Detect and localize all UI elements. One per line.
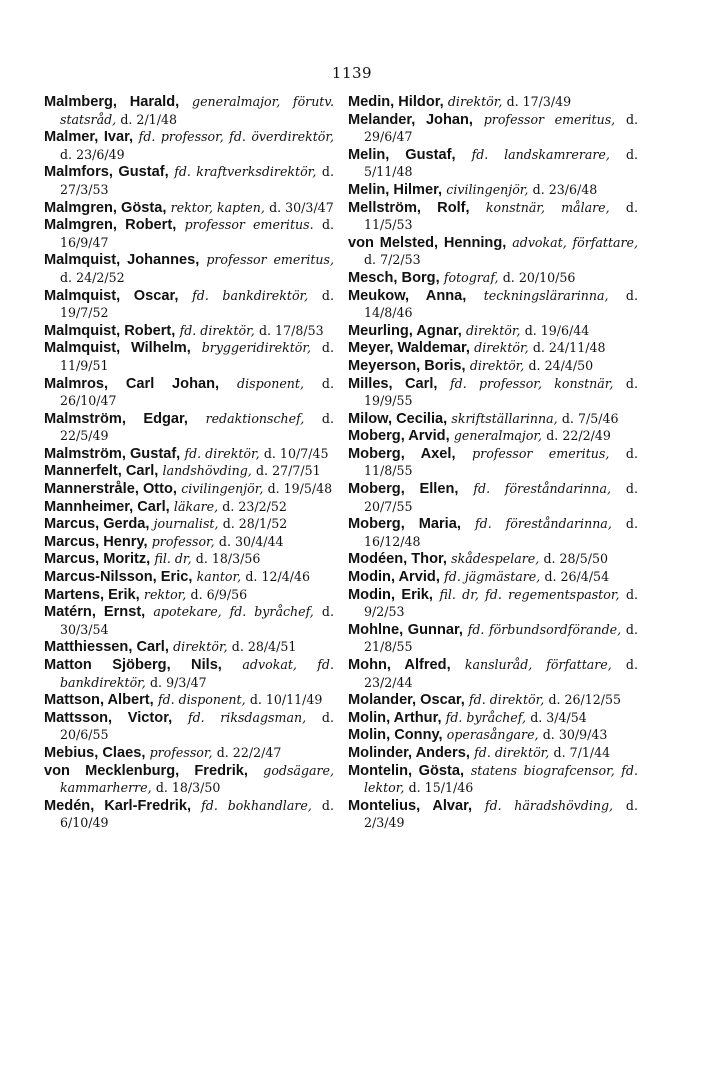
entry-death-date: d. 19/5/48 bbox=[267, 481, 333, 497]
entry-death-date: d. 2/3/49 bbox=[364, 797, 638, 831]
register-entry bbox=[44, 763, 334, 798]
register-entry bbox=[44, 604, 334, 639]
entry-name: Malmros, Carl Johan, bbox=[44, 375, 220, 392]
entry-death-date: d. 6/10/49 bbox=[60, 797, 334, 831]
entry-title: operasångare, bbox=[446, 727, 539, 743]
entry-title: advokat, fd. bankdirektör, bbox=[60, 657, 334, 690]
register-entry bbox=[44, 798, 334, 833]
entry-name: Montelius, Alvar, bbox=[348, 797, 473, 814]
register-entry bbox=[44, 288, 334, 323]
register-entry bbox=[348, 745, 638, 763]
entry-death-date: d. 19/9/55 bbox=[364, 375, 638, 409]
entry-death-date: d. 11/8/55 bbox=[364, 445, 638, 479]
entry-name: Moberg, Ellen, bbox=[348, 481, 459, 498]
register-entry bbox=[348, 622, 638, 657]
entry-death-date: d. 9/2/53 bbox=[364, 586, 639, 620]
entry-death-date: d. 24/4/50 bbox=[528, 357, 594, 373]
register-entry bbox=[44, 569, 334, 587]
entry-title: direktör, bbox=[447, 94, 503, 109]
register-entry bbox=[348, 710, 638, 728]
entry-title: professor emeritus, bbox=[472, 445, 610, 461]
register-entry bbox=[44, 710, 334, 745]
entry-title: generalmajor, bbox=[453, 428, 543, 444]
register-entry bbox=[348, 200, 638, 235]
entry-death-date: d. 15/1/46 bbox=[408, 780, 474, 796]
entry-name: Meurling, Agnar, bbox=[348, 322, 462, 339]
entry-death-date: d. 22/2/47 bbox=[216, 744, 282, 760]
entry-name: Molander, Oscar, bbox=[348, 692, 465, 709]
entry-title: fd. bokhandlare, bbox=[201, 797, 312, 813]
entry-name: Marcus, Moritz, bbox=[44, 551, 151, 568]
entry-name: Montelin, Gösta, bbox=[348, 762, 465, 779]
entry-name: Martens, Erik, bbox=[44, 586, 140, 603]
register-entry bbox=[348, 551, 638, 569]
entry-death-date: d. 9/3/47 bbox=[150, 674, 207, 690]
entry-death-date: d. 7/5/46 bbox=[561, 410, 619, 426]
entry-name: Malmquist, Robert, bbox=[44, 322, 176, 339]
entry-name: Mellström, Rolf, bbox=[348, 199, 470, 216]
register-entry bbox=[348, 288, 638, 323]
entry-death-date: d. 30/9/43 bbox=[542, 727, 608, 743]
entry-death-date: d. 17/8/53 bbox=[258, 322, 324, 338]
register-entry bbox=[44, 463, 334, 481]
register-entry bbox=[348, 411, 638, 429]
entry-name: Malmquist, Wilhelm, bbox=[44, 340, 191, 357]
entry-name: Malmström, Edgar, bbox=[44, 410, 188, 427]
entry-name: Mattsson, Victor, bbox=[44, 709, 173, 726]
entry-death-date: d. 19/7/52 bbox=[60, 287, 334, 321]
entry-title: bryggeridirektör, bbox=[201, 340, 312, 356]
register-entry bbox=[348, 376, 638, 411]
right-column bbox=[348, 94, 638, 833]
entry-title: teckningslärarinna, bbox=[483, 287, 609, 303]
entry-name: Medin, Hildor, bbox=[348, 94, 444, 110]
entry-death-date: d. 26/4/54 bbox=[544, 569, 610, 585]
entry-title: läkare, bbox=[173, 498, 219, 514]
entry-name: Marcus, Gerda, bbox=[44, 516, 150, 533]
entry-name: Melin, Gustaf, bbox=[348, 146, 456, 163]
register-entry bbox=[44, 745, 334, 763]
entry-name: Matton Sjöberg, Nils, bbox=[44, 657, 222, 673]
entry-death-date: d. 22/5/49 bbox=[60, 410, 334, 444]
register-entry bbox=[44, 217, 334, 252]
entry-title: fd. professor, fd. överdirektör, bbox=[138, 129, 334, 145]
entry-death-date: d. 20/10/56 bbox=[502, 269, 576, 285]
entry-death-date: d. 10/11/49 bbox=[249, 692, 323, 708]
entry-death-date: d. 3/4/54 bbox=[530, 709, 587, 725]
register-entry bbox=[44, 376, 334, 411]
register-entry bbox=[348, 94, 638, 112]
entry-name: Matthiessen, Carl, bbox=[44, 639, 169, 656]
entry-title: direktör, bbox=[466, 322, 521, 338]
entry-name: Mebius, Claes, bbox=[44, 744, 146, 761]
entry-name: Malmer, Ivar, bbox=[44, 129, 134, 146]
entry-title: professor, bbox=[151, 533, 215, 549]
entry-name: Mannheimer, Carl, bbox=[44, 498, 170, 515]
register-entry bbox=[348, 340, 638, 358]
entry-title: fd. landskamrerare, bbox=[471, 146, 610, 162]
entry-name: Mohn, Alfred, bbox=[348, 657, 451, 673]
entry-death-date: d. 23/6/49 bbox=[60, 146, 125, 162]
entry-title: fd. direktör, bbox=[179, 322, 255, 338]
entry-death-date: d. 26/12/55 bbox=[548, 692, 622, 708]
register-entry bbox=[348, 323, 638, 341]
entry-name: Malmquist, Johannes, bbox=[44, 252, 200, 269]
entry-death-date: d. 16/12/48 bbox=[364, 516, 638, 549]
entry-title: fil. dr, bbox=[154, 551, 192, 567]
entry-death-date: d. 30/4/44 bbox=[218, 533, 284, 549]
entry-title: fd. föreståndarinna, bbox=[473, 481, 612, 497]
entry-title: fd. professor, konstnär, bbox=[449, 375, 614, 391]
register-entry bbox=[44, 446, 334, 464]
entry-title: landshövding, bbox=[162, 463, 252, 479]
entry-name: Malmgren, Gösta, bbox=[44, 199, 167, 216]
entry-title: fd. disponent, bbox=[157, 692, 246, 708]
entry-title: professor emeritus. bbox=[184, 217, 314, 233]
entry-name: Malmgren, Robert, bbox=[44, 217, 177, 234]
entry-name: Moberg, Axel, bbox=[348, 445, 456, 462]
entry-death-date: d. 27/7/51 bbox=[256, 463, 321, 479]
register-entry bbox=[348, 235, 638, 270]
register-entry bbox=[44, 340, 334, 375]
entry-title: skådespelare, bbox=[451, 551, 540, 567]
entry-name: Molinder, Anders, bbox=[348, 744, 470, 761]
entry-name: Melin, Hilmer, bbox=[348, 181, 443, 198]
register-entry bbox=[348, 358, 638, 376]
entry-name: Meyer, Waldemar, bbox=[348, 340, 470, 357]
entry-name: Malmquist, Oscar, bbox=[44, 287, 179, 304]
entry-death-date: d. 5/11/48 bbox=[364, 146, 639, 180]
entry-name: Medén, Karl-Fredrik, bbox=[44, 797, 192, 814]
entry-title: statens biografcensor, fd. lektor, bbox=[364, 762, 638, 796]
entry-death-date: d. 22/2/49 bbox=[546, 428, 611, 444]
entry-death-date: d. 11/5/53 bbox=[364, 199, 638, 233]
register-entry bbox=[348, 798, 638, 833]
register-entry bbox=[44, 129, 334, 164]
register-entry bbox=[348, 763, 638, 798]
entry-title: fotograf, bbox=[443, 269, 499, 285]
entry-name: Malmberg, Harald, bbox=[44, 94, 180, 110]
entry-title: fd. jägmästare, bbox=[444, 569, 541, 585]
register-entry bbox=[348, 587, 638, 622]
entry-death-date: d. 29/6/47 bbox=[364, 111, 639, 145]
register-entry bbox=[44, 516, 334, 534]
entry-title: fd. föreståndarinna, bbox=[474, 516, 612, 532]
register-entry bbox=[44, 692, 334, 710]
entry-title: advokat, författare, bbox=[512, 234, 638, 250]
entry-name: Marcus, Henry, bbox=[44, 533, 148, 550]
entry-name: Molin, Conny, bbox=[348, 727, 443, 744]
entry-death-date: d. 28/5/50 bbox=[543, 551, 609, 567]
entry-title: civilingenjör, bbox=[181, 481, 264, 497]
entry-death-date: d. 30/3/47 bbox=[269, 199, 334, 215]
entry-death-date: d. 23/2/52 bbox=[222, 498, 287, 514]
entry-title: fd. direktör, bbox=[184, 445, 260, 461]
entry-title: fd. bankdirektör, bbox=[192, 287, 309, 303]
register-entry bbox=[44, 587, 334, 605]
register-entry bbox=[348, 147, 638, 182]
register-entry bbox=[348, 270, 638, 288]
entry-title: journalist, bbox=[153, 516, 219, 532]
entry-title: rektor, bbox=[143, 586, 187, 602]
entry-title: kanslиråd, författare, bbox=[464, 657, 612, 672]
entry-name: Moberg, Arvid, bbox=[348, 428, 450, 445]
register-entry bbox=[348, 692, 638, 710]
register-entry bbox=[44, 639, 334, 657]
entry-death-date: d. 23/2/44 bbox=[364, 657, 638, 690]
entry-title: fd. förbundsordförande, bbox=[467, 621, 622, 637]
entry-death-date: d. 6/9/56 bbox=[190, 586, 248, 602]
entry-death-date: d. 20/7/55 bbox=[364, 481, 638, 514]
entry-title: rektor, kapten, bbox=[170, 199, 265, 215]
register-entry bbox=[348, 182, 638, 200]
entry-title: apotekare, fd. byråchef, bbox=[153, 604, 314, 620]
register-entry bbox=[44, 252, 334, 287]
entry-name: Modin, Erik, bbox=[348, 586, 433, 603]
register-entry bbox=[44, 94, 334, 129]
entry-death-date: d. 12/4/46 bbox=[245, 569, 310, 585]
entry-title: direktör, bbox=[474, 340, 529, 356]
entry-name: Melander, Johan, bbox=[348, 111, 473, 128]
register-entry bbox=[44, 164, 334, 199]
entry-name: Milow, Cecilia, bbox=[348, 410, 448, 427]
entry-title: fd. byråchef, bbox=[445, 709, 526, 725]
entry-name: Mattson, Albert, bbox=[44, 692, 154, 709]
entry-death-date: d. 14/8/46 bbox=[364, 287, 638, 321]
entry-death-date: d. 18/3/50 bbox=[155, 780, 221, 796]
entry-death-date: d. 20/6/55 bbox=[60, 709, 334, 743]
entry-name: Marcus-Nilsson, Eric, bbox=[44, 569, 193, 586]
register-entry bbox=[348, 516, 638, 551]
register-entry bbox=[348, 428, 638, 446]
entry-death-date: d. 24/11/48 bbox=[532, 340, 606, 356]
entry-death-date: d. 11/9/51 bbox=[60, 340, 334, 373]
register-entry bbox=[44, 657, 334, 692]
register-entry bbox=[348, 569, 638, 587]
entry-title: direktör, bbox=[173, 639, 228, 655]
entry-name: Molin, Arthur, bbox=[348, 709, 442, 726]
entry-title: generalmajor, förutv. statsråd, bbox=[60, 94, 334, 127]
entry-death-date: d. 17/3/49 bbox=[506, 94, 572, 109]
entry-title: skriftställarinna, bbox=[451, 410, 558, 426]
entry-death-date: d. 23/6/48 bbox=[532, 181, 598, 197]
entry-title: fil. dr, fd. regementspastor, bbox=[439, 586, 620, 602]
entry-name: Moberg, Maria, bbox=[348, 516, 461, 533]
entry-name: Modin, Arvid, bbox=[348, 569, 440, 586]
entry-name: Malmström, Gustaf, bbox=[44, 445, 181, 462]
page-number: 1139 bbox=[331, 64, 373, 82]
register-entry bbox=[44, 411, 334, 446]
entry-title: professor emeritus, bbox=[483, 111, 616, 127]
register-entry bbox=[44, 499, 334, 517]
entry-name: Mannerfelt, Carl, bbox=[44, 463, 159, 480]
entry-death-date: d. 18/3/56 bbox=[195, 551, 261, 567]
register-entry bbox=[44, 200, 334, 218]
register-entry bbox=[44, 481, 334, 499]
register-entry bbox=[348, 446, 638, 481]
entry-title: godsägare, kammarherre, bbox=[60, 762, 334, 796]
entry-title: civilingenjör, bbox=[446, 181, 529, 197]
left-column bbox=[44, 94, 334, 833]
entry-name: Meyerson, Boris, bbox=[348, 357, 466, 374]
entry-name: Milles, Carl, bbox=[348, 375, 438, 392]
entry-title: direktör, bbox=[469, 357, 525, 373]
entry-name: Mohlne, Gunnar, bbox=[348, 621, 463, 638]
register-entry bbox=[348, 481, 638, 516]
register-entry bbox=[348, 112, 638, 147]
entry-death-date: d. 10/7/45 bbox=[263, 445, 329, 461]
entry-title: fd. häradshövding, bbox=[484, 797, 614, 813]
entry-name: Mannerstråle, Otto, bbox=[44, 481, 177, 498]
entry-name: von Mecklenburg, Fredrik, bbox=[44, 762, 248, 779]
entry-death-date: d. 24/2/52 bbox=[60, 269, 125, 285]
entry-title: kantor, bbox=[196, 569, 242, 585]
entry-title: professor emeritus, bbox=[206, 252, 335, 268]
entry-name: Mesch, Borg, bbox=[348, 269, 440, 286]
entry-title: disponent, bbox=[237, 375, 304, 391]
register-entry bbox=[348, 657, 638, 692]
entry-name: Malmfors, Gustaf, bbox=[44, 164, 169, 181]
entry-title: konstnär, målare, bbox=[485, 199, 610, 215]
entry-death-date: d. 7/2/53 bbox=[364, 252, 421, 268]
entry-death-date: d. 19/6/44 bbox=[524, 322, 590, 338]
entry-death-date: d. 21/8/55 bbox=[364, 621, 638, 655]
entry-death-date: d. 28/1/52 bbox=[222, 516, 288, 532]
entry-death-date: d. 28/4/51 bbox=[231, 639, 297, 655]
entry-name: Matérn, Ernst, bbox=[44, 604, 146, 621]
entry-death-date: d. 30/3/54 bbox=[60, 604, 334, 637]
entry-name: Modéen, Thor, bbox=[348, 551, 447, 568]
entry-title: fd. direktör, bbox=[469, 692, 545, 708]
register-entry bbox=[44, 551, 334, 569]
register-entry bbox=[348, 727, 638, 745]
entry-death-date: d. 26/10/47 bbox=[60, 375, 334, 409]
entry-death-date: d. 27/3/53 bbox=[60, 164, 334, 197]
entry-death-date: d. 2/1/48 bbox=[120, 111, 177, 127]
register-entry bbox=[44, 534, 334, 552]
entry-title: fd. direktör, bbox=[474, 744, 550, 760]
entry-death-date: d. 16/9/47 bbox=[60, 217, 335, 250]
entry-title: redaktionschef, bbox=[205, 410, 305, 426]
entry-title: fd. riksdagsman, bbox=[187, 709, 307, 725]
entry-title: professor, bbox=[149, 744, 213, 760]
register-entry bbox=[44, 323, 334, 341]
entry-title: fd. kraftverksdirektör, bbox=[174, 164, 317, 180]
entry-name: Meukow, Anna, bbox=[348, 287, 467, 304]
entry-death-date: d. 7/1/44 bbox=[553, 744, 611, 760]
entry-name: von Melsted, Henning, bbox=[348, 234, 507, 251]
